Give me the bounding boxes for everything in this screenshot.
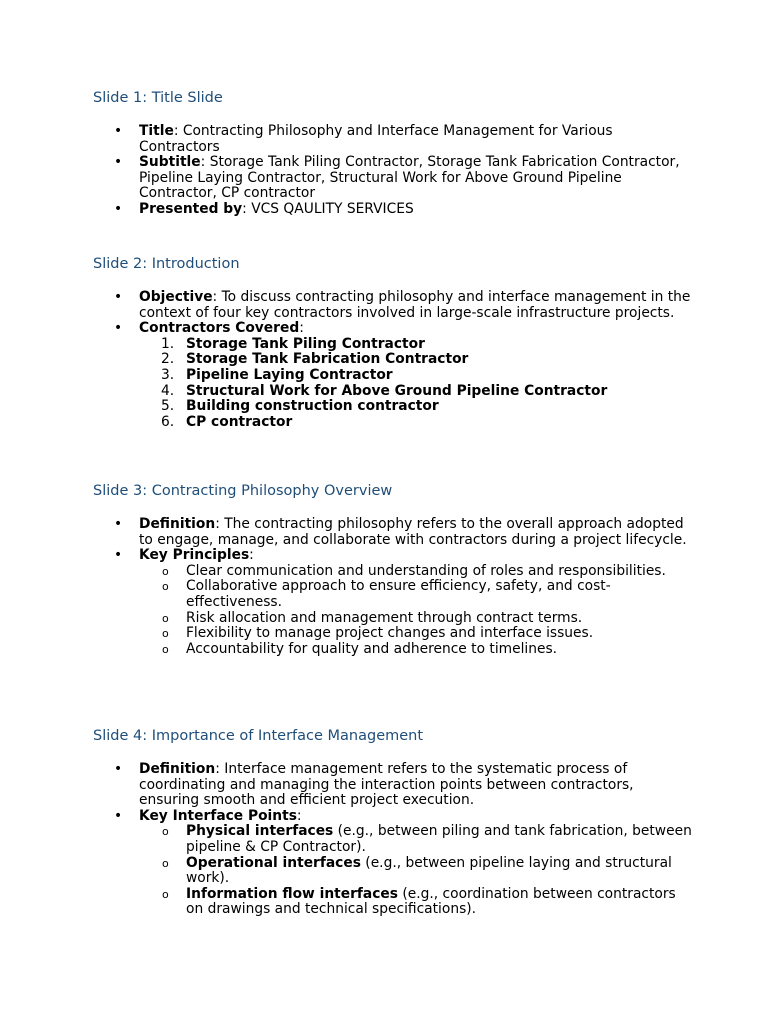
contractor-name: Pipeline Laying Contractor [186,366,393,383]
slide-1-section [93,89,693,218]
slide-3-bullets [93,517,693,657]
bullet-text: : The contracting philosophy refers to the overall approach adopted to engage, manage, and collaborate with contractors during a project lifecycle. [139,516,687,548]
bullet-label: Contractors Covered [139,320,300,337]
item-text: (e.g., coordination between contractors on drawings and technical specifications). [186,885,676,918]
list-item: o Accountability for quality and adherence to timelines. [139,642,693,658]
contractor-name: CP contractor [186,413,293,430]
bullet-text: : Contracting Philosophy and Interface Management for Various Contractors [139,123,613,155]
contractor-name: Structural Work for Above Ground Pipeline Contractor [186,382,608,399]
slide-3-section [93,482,693,657]
bullet-label: Key Interface Points [139,807,297,824]
bullet-contractors-covered [93,321,693,430]
slide-3-heading: Slide 3: Contracting Philosophy Overview [93,483,393,499]
slide-4-heading: Slide 4: Importance of Interface Management [93,728,424,744]
bullet-label: Definition [139,761,216,777]
contractor-name: Building construction contractor [186,398,439,415]
list-item: 5. Building construction contractor [161,398,439,415]
bullet-key-principles [93,548,693,657]
bullet-title [93,124,693,155]
slide-2-section [93,255,693,430]
bullet-text: : [296,807,302,824]
list-item: o Risk allocation and management through contract terms. [139,611,693,627]
list-item [139,856,693,887]
item-text: (e.g., between piling and tank fabrication, between pipeline & CP Contractor). [186,823,692,855]
list-item: 2. Storage Tank Fabrication Contractor [161,351,469,368]
bullet-label: Key Principles [139,547,250,564]
list-item: 6. CP contractor [161,413,293,430]
bullet-presented-by [93,202,693,218]
interface-points-list [139,824,693,918]
principles-list [139,564,693,658]
bullet-key-interface-points [93,809,693,918]
bullet-text: : [299,320,304,337]
item-label: Operational interfaces [186,854,361,871]
bullet-text: : VCS QAULITY SERVICES [242,200,414,217]
list-item: 3. Pipeline Laying Contractor [161,366,393,383]
bullet-text: : Storage Tank Piling Contractor, Storage Tank Fabrication Contractor, Pipeline Laying Contractor, Structural Work for Above Ground Pipeline Contractor, CP contractor [139,154,680,202]
bullet-text: : [249,547,254,564]
bullet-label: Definition [139,516,216,532]
contractor-name: Storage Tank Piling Contractor [186,335,425,352]
slide-4-bullets [93,762,693,918]
item-label: Physical interfaces [186,823,334,840]
item-label: Information flow interfaces [186,885,398,902]
item-text: (e.g., between pipeline laying and structural work). [186,854,672,887]
contractor-name: Storage Tank Fabrication Contractor [186,351,469,368]
bullet-label: Title [139,123,174,139]
bullet-definition [93,762,693,809]
bullet-text: : Interface management refers to the systematic process of coordinating and managing the interaction points between contractors, ensuring smooth and efficient project execution. [139,761,634,809]
slide-2-bullets [93,290,693,430]
contractors-list [139,337,693,431]
bullet-text: : To discuss contracting philosophy and interface management in the context of four key contractors involved in large-scale infrastructure projects. [139,289,691,321]
bullet-objective [93,290,693,321]
bullet-subtitle [93,155,693,202]
list-item: o Clear communication and understanding of roles and responsibilities. [139,564,693,580]
list-item [139,887,693,918]
slide-2-heading: Slide 2: Introduction [93,256,240,272]
slide-1-heading: Slide 1: Title Slide [93,90,223,106]
slide-1-bullets [93,124,693,218]
slide-4-section [93,727,693,918]
list-item [139,824,693,855]
bullet-label: Subtitle [139,154,201,171]
bullet-label: Objective [139,289,213,305]
bullet-definition [93,517,693,548]
list-item: 1. Storage Tank Piling Contractor [161,335,425,352]
list-item: 4. Structural Work for Above Ground Pipeline Contractor [161,382,608,399]
list-item: o Collaborative approach to ensure efficiency, safety, and cost-effectiveness. [139,579,693,610]
list-item: o Flexibility to manage project changes and interface issues. [139,626,693,642]
bullet-label: Presented by [139,200,243,217]
